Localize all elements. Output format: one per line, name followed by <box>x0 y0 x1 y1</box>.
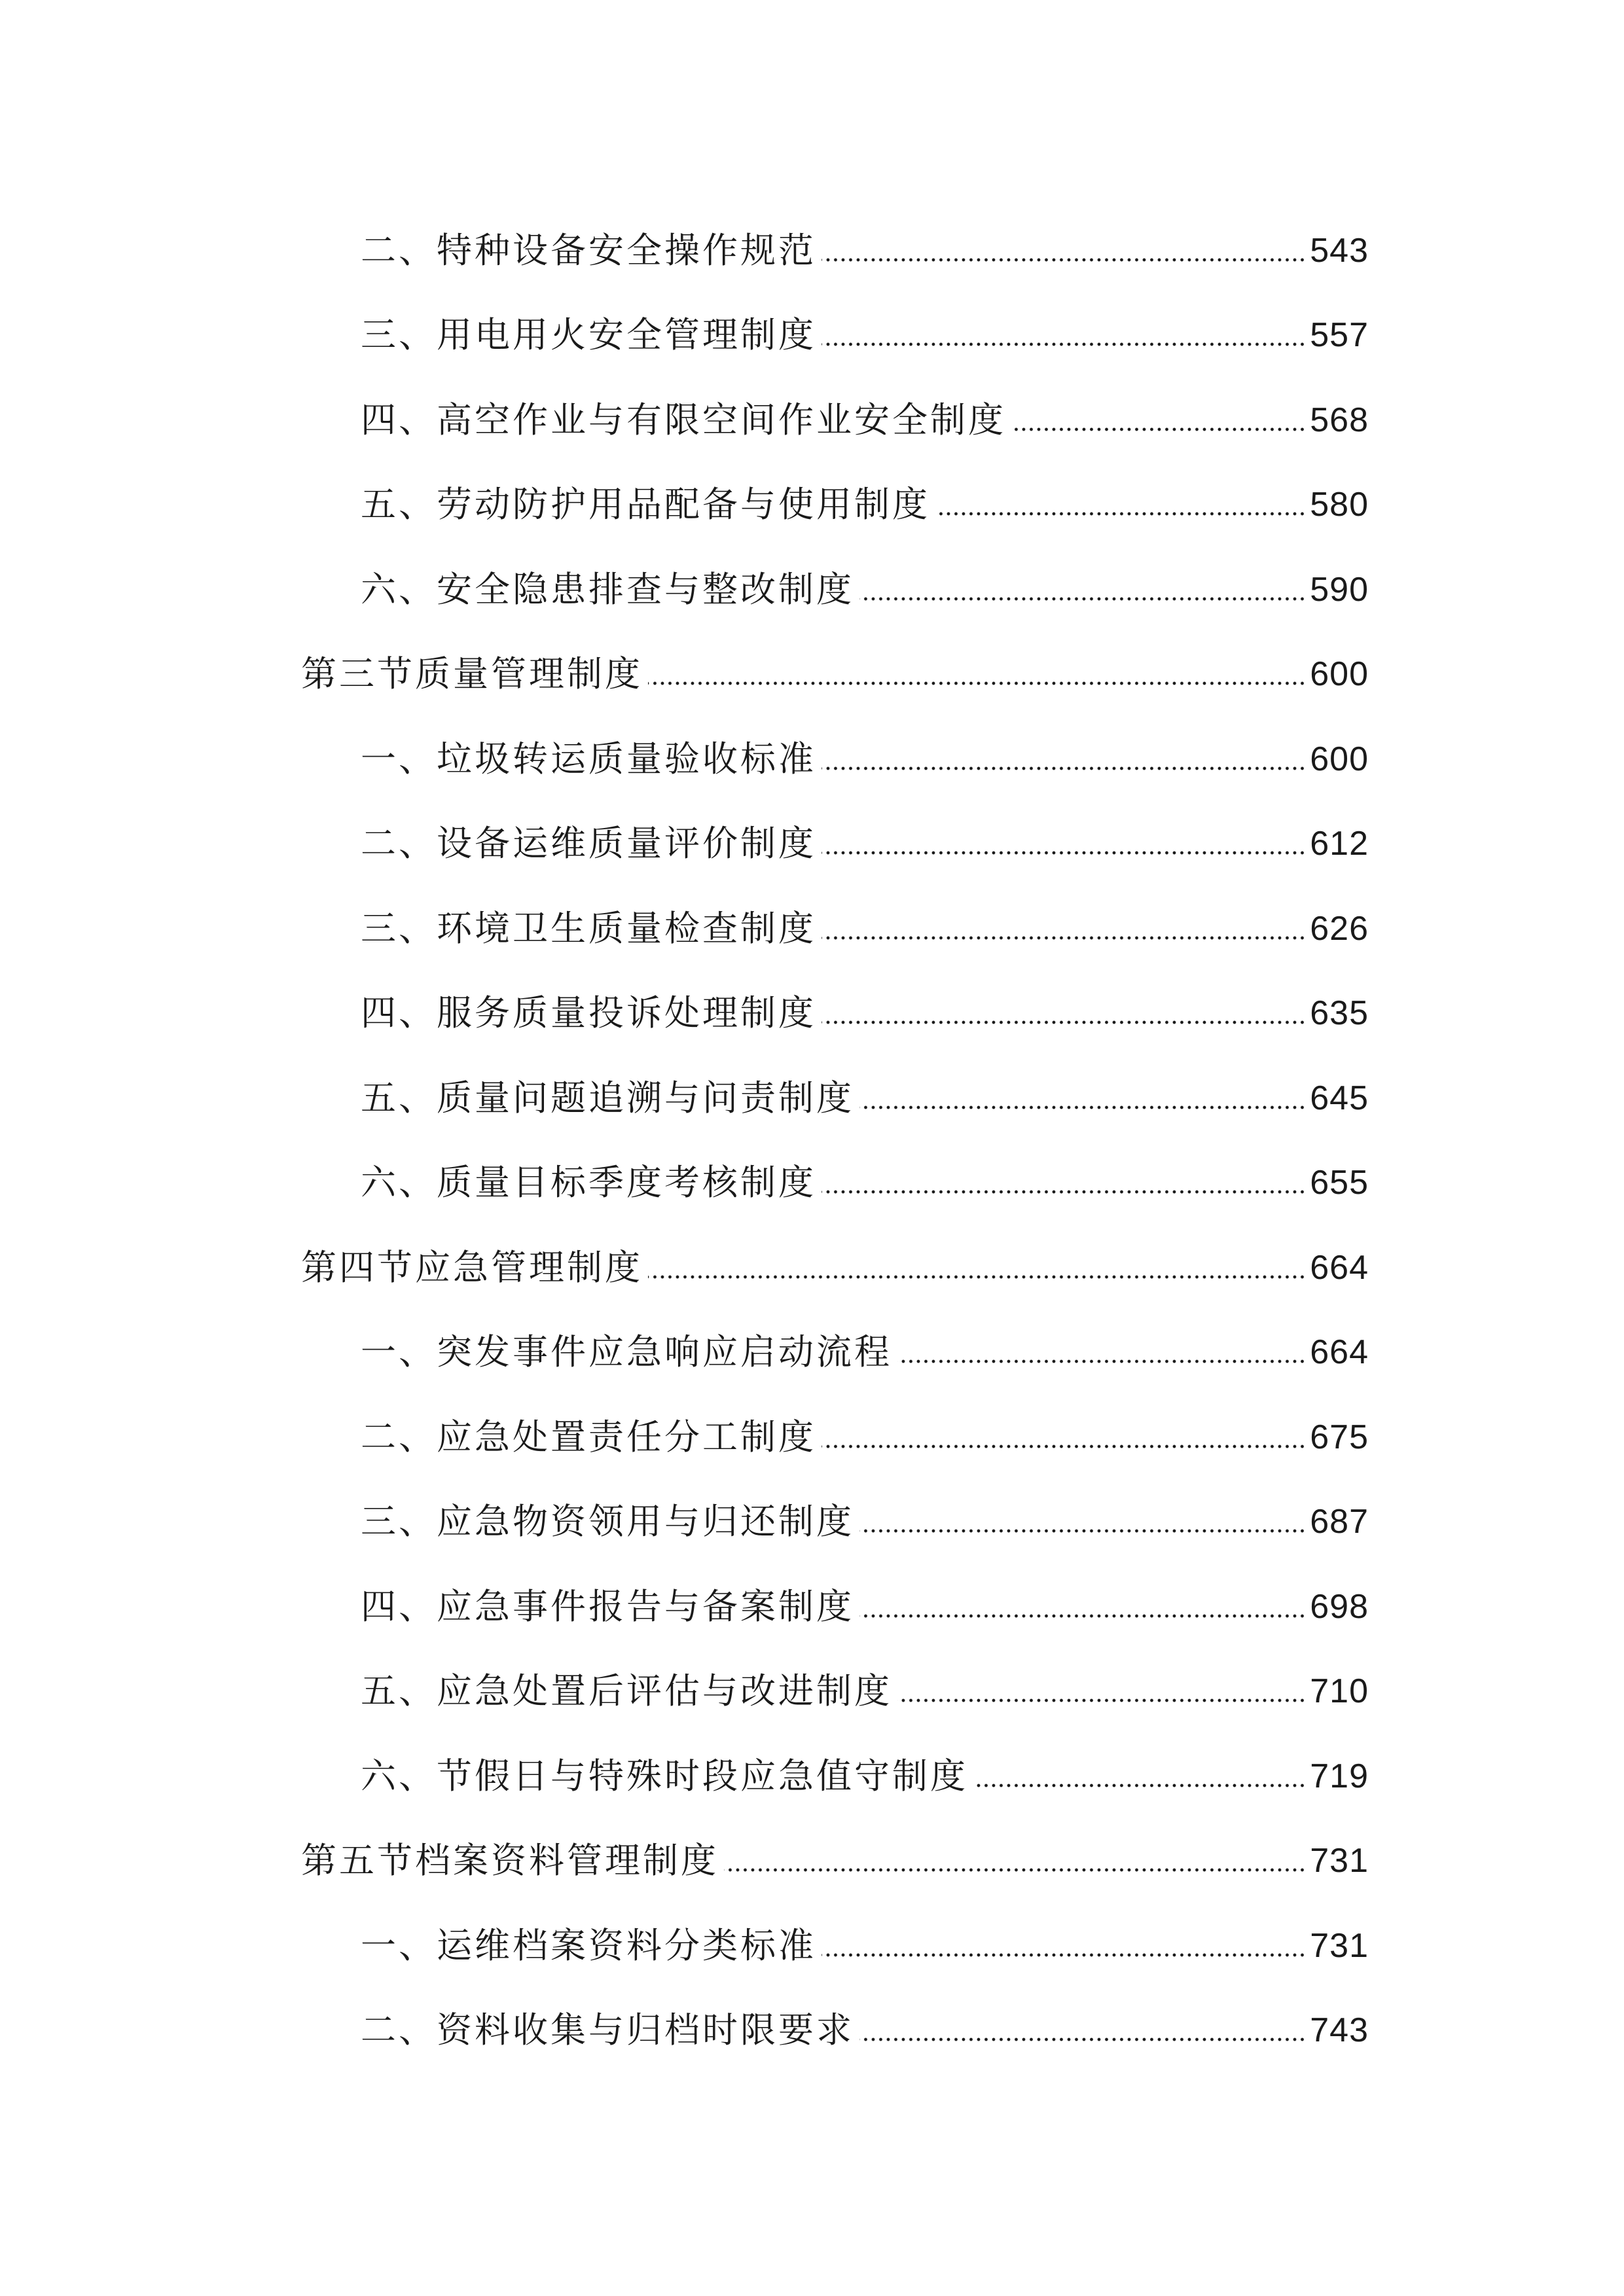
toc-entry[interactable] <box>0 1310 1624 1395</box>
toc-page-number: 675 <box>1310 1418 1369 1456</box>
toc-page-number: 600 <box>1310 740 1369 778</box>
toc-entry[interactable] <box>0 802 1624 887</box>
toc-entry-title: 二、特种设备安全操作规范 <box>361 229 816 271</box>
toc-entry-title: 五、质量问题追溯与问责制度 <box>361 1077 854 1119</box>
toc-page-number: 580 <box>1310 486 1369 524</box>
toc-page-number: 710 <box>1310 1672 1369 1711</box>
toc-entry[interactable] <box>0 971 1624 1056</box>
toc-entry[interactable] <box>0 886 1624 971</box>
dot-leader <box>859 1504 1306 1539</box>
dot-leader <box>821 1420 1306 1455</box>
dot-leader <box>821 233 1306 268</box>
toc-page-number: 698 <box>1310 1587 1369 1626</box>
toc-entry-title: 一、突发事件应急响应启动流程 <box>361 1331 892 1373</box>
toc-entry[interactable] <box>0 1395 1624 1480</box>
toc-entry[interactable] <box>0 1903 1624 1988</box>
toc-page-number: 655 <box>1310 1164 1369 1202</box>
dot-leader <box>821 1165 1306 1200</box>
toc-page-number: 731 <box>1310 1926 1369 1965</box>
toc-entry[interactable] <box>0 208 1624 293</box>
dot-leader <box>859 1081 1306 1116</box>
dot-leader <box>935 487 1306 522</box>
toc-entry[interactable] <box>0 1141 1624 1226</box>
toc-entry-title: 三、用电用火安全管理制度 <box>361 314 816 356</box>
toc-page-number: 731 <box>1310 1842 1369 1880</box>
toc-entry-title: 六、安全隐患排查与整改制度 <box>361 568 854 610</box>
dot-leader <box>897 1335 1306 1370</box>
toc-entry-title: 六、节假日与特殊时段应急值守制度 <box>361 1755 968 1797</box>
toc-entry[interactable] <box>0 1480 1624 1565</box>
toc-page-number: 543 <box>1310 231 1369 270</box>
dot-leader <box>1011 403 1306 438</box>
toc-entry-title: 五、劳动防护用品配备与使用制度 <box>361 484 930 526</box>
toc-entry[interactable] <box>0 1056 1624 1141</box>
toc-entry-title: 四、应急事件报告与备案制度 <box>361 1585 854 1627</box>
toc-entry-title: 二、资料收集与归档时限要求 <box>361 2009 854 2051</box>
toc-entry[interactable] <box>0 717 1624 802</box>
toc-entry[interactable] <box>0 378 1624 463</box>
toc-section-title: 第五节档案资料管理制度 <box>301 1840 719 1882</box>
toc-entry-title: 三、应急物资领用与归还制度 <box>361 1501 854 1543</box>
dot-leader <box>821 1928 1306 1964</box>
toc-entry-title: 一、垃圾转运质量验收标准 <box>361 738 816 780</box>
dot-leader <box>859 2013 1306 2048</box>
toc-section-title: 第四节应急管理制度 <box>301 1246 643 1288</box>
toc-entry-title: 三、环境卫生质量检查制度 <box>361 907 816 949</box>
toc-page-number: 743 <box>1310 2011 1369 2050</box>
toc-entry[interactable] <box>0 1734 1624 1819</box>
table-of-contents <box>0 208 1624 2073</box>
toc-entry-title: 一、运维档案资料分类标准 <box>361 1924 816 1966</box>
toc-entry-title: 四、服务质量投诉处理制度 <box>361 992 816 1034</box>
toc-page-number: 557 <box>1310 316 1369 355</box>
toc-section-entry[interactable] <box>0 1819 1624 1904</box>
dot-leader <box>859 1589 1306 1624</box>
dot-leader <box>973 1759 1306 1794</box>
toc-entry[interactable] <box>0 293 1624 378</box>
toc-page-number: 600 <box>1310 655 1369 694</box>
toc-entry[interactable] <box>0 1988 1624 2073</box>
toc-page-number: 568 <box>1310 401 1369 439</box>
toc-entry-title: 二、设备运维质量评价制度 <box>361 823 816 865</box>
dot-leader <box>724 1843 1306 1878</box>
toc-entry[interactable] <box>0 463 1624 548</box>
dot-leader <box>821 996 1306 1031</box>
toc-entry-title: 六、质量目标季度考核制度 <box>361 1162 816 1204</box>
toc-entry[interactable] <box>0 1649 1624 1734</box>
dot-leader <box>648 656 1306 692</box>
toc-entry-title: 二、应急处置责任分工制度 <box>361 1416 816 1458</box>
toc-page-number: 612 <box>1310 825 1369 863</box>
toc-page-number: 664 <box>1310 1248 1369 1287</box>
toc-section-entry[interactable] <box>0 632 1624 717</box>
dot-leader <box>821 911 1306 946</box>
dot-leader <box>897 1674 1306 1709</box>
toc-entry-title: 五、应急处置后评估与改进制度 <box>361 1670 892 1712</box>
dot-leader <box>821 826 1306 861</box>
dot-leader <box>859 572 1306 607</box>
toc-page-number: 687 <box>1310 1503 1369 1541</box>
toc-entry[interactable] <box>0 547 1624 632</box>
dot-leader <box>821 317 1306 353</box>
dot-leader <box>821 742 1306 777</box>
toc-page-number: 590 <box>1310 570 1369 609</box>
toc-page-number: 626 <box>1310 909 1369 948</box>
toc-section-entry[interactable] <box>0 1225 1624 1310</box>
toc-section-title: 第三节质量管理制度 <box>301 653 643 695</box>
toc-entry-title: 四、高空作业与有限空间作业安全制度 <box>361 399 1006 440</box>
toc-page-number: 645 <box>1310 1079 1369 1117</box>
toc-entry[interactable] <box>0 1564 1624 1649</box>
toc-page-number: 635 <box>1310 994 1369 1033</box>
toc-page-number: 719 <box>1310 1757 1369 1795</box>
dot-leader <box>648 1250 1306 1285</box>
toc-page-number: 664 <box>1310 1333 1369 1372</box>
